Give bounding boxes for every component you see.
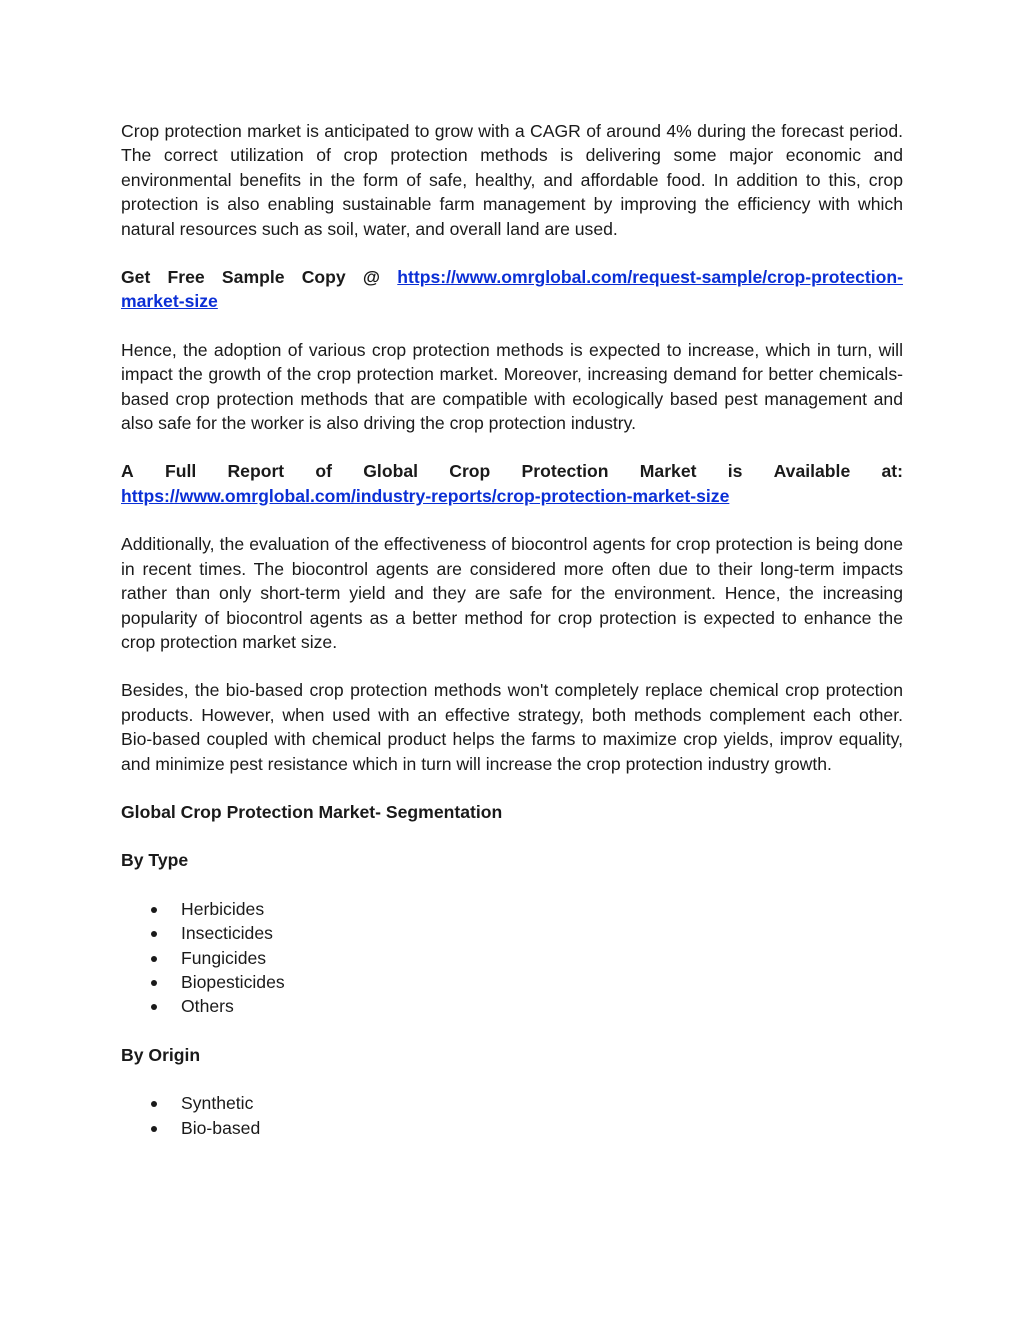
bullet-icon xyxy=(151,980,157,986)
full-report-word: of xyxy=(315,461,333,482)
list-item-label: Synthetic xyxy=(181,1093,254,1114)
intro-paragraph: Crop protection market is anticipated to grow with a CAGR of around 4% during the forecast period. The correct utilization of crop protection methods is delivering some major economic and environmental benefits in the form of safe, healthy, and affordable food. In addition to this, crop protection is also enabling sustainable farm management by improving the efficiency with which natural resources such as soil, water, and overall land are used. xyxy=(121,121,903,239)
bullet-icon xyxy=(151,907,157,913)
list-item-label: Insecticides xyxy=(181,923,273,944)
list-item-label: Fungicides xyxy=(181,947,267,968)
by-origin-list xyxy=(121,1091,903,1140)
by-type-list xyxy=(121,897,903,1019)
bullet-icon xyxy=(151,1126,157,1132)
full-report-word: Protection xyxy=(521,461,609,482)
list-item xyxy=(121,946,903,970)
full-report-word: Full xyxy=(164,461,197,482)
full-report-word: at: xyxy=(881,461,903,482)
segmentation-title: Global Crop Protection Market- Segmentation xyxy=(121,801,503,822)
biobased-paragraph: Besides, the bio-based crop protection methods won't completely replace chemical crop protection products. However, when used with an effective strategy, both methods complement each other. Bio-based coupled with chemical product helps the farms to maximize crop yields, improv equality, and minimize pest resistance which in turn will increase the crop protection industry growth. xyxy=(121,680,903,774)
list-item-label: Herbicides xyxy=(181,898,265,919)
list-item xyxy=(121,1091,903,1115)
list-item xyxy=(121,970,903,994)
full-report-word: Report xyxy=(227,461,285,482)
sample-copy-line xyxy=(121,265,903,314)
full-report-line xyxy=(121,459,903,508)
full-report-word: Crop xyxy=(449,461,491,482)
full-report-link[interactable]: https://www.omrglobal.com/industry-reports/crop-protection-market-size xyxy=(121,485,730,506)
full-report-word: is xyxy=(727,461,743,482)
list-item xyxy=(121,921,903,945)
biocontrol-paragraph: Additionally, the evaluation of the effectiveness of biocontrol agents for crop protection is being done in recent times. The biocontrol agents are considered more often due to their long-term impacts rather than only short-term yield and they are safe for the environment. Hence, the increasing popularity of biocontrol agents as a better method for crop protection is expected to enhance the crop protection market size. xyxy=(121,534,903,652)
bullet-icon xyxy=(151,1004,157,1010)
adoption-paragraph: Hence, the adoption of various crop protection methods is expected to increase, which in turn, will impact the growth of the crop protection market. Moreover, increasing demand for better chemicals-based crop protection methods that are compatible with ecologically based pest management and also safe for the worker is also driving the crop protection industry. xyxy=(121,339,903,434)
list-item-label: Biopesticides xyxy=(181,971,285,992)
list-item-label: Bio-based xyxy=(181,1117,261,1138)
bullet-icon xyxy=(151,1101,157,1107)
sample-copy-link[interactable]: https://www.omrglobal.com/request-sample/crop-protection-market-size xyxy=(121,267,903,312)
bullet-icon xyxy=(151,956,157,962)
by-type-heading: By Type xyxy=(121,850,189,871)
list-item xyxy=(121,897,903,921)
full-report-word: Market xyxy=(639,461,697,482)
by-origin-heading: By Origin xyxy=(121,1044,201,1065)
list-item xyxy=(121,994,903,1018)
full-report-word: Global xyxy=(363,461,418,482)
full-report-word: A xyxy=(121,461,134,482)
document-page xyxy=(121,119,903,1164)
full-report-word: Available xyxy=(773,461,851,482)
list-item xyxy=(121,1116,903,1140)
list-item-label: Others xyxy=(181,996,234,1017)
bullet-icon xyxy=(151,931,157,937)
sample-copy-label: Get Free Sample Copy @ xyxy=(121,267,398,288)
full-report-label xyxy=(121,459,903,483)
